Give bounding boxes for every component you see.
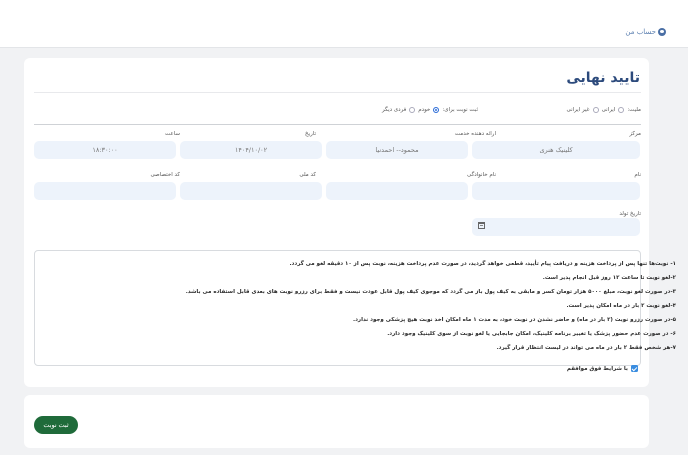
booking-for-group (382, 107, 478, 113)
booking-self-label[interactable]: خودم (418, 107, 431, 113)
account-menu[interactable] (625, 28, 666, 36)
title-divider (34, 92, 641, 93)
agreement-label[interactable]: با شرایط فوق موافقم (566, 365, 628, 372)
last-name-input[interactable] (326, 182, 468, 200)
section-divider (34, 124, 641, 125)
booking-other-label[interactable]: فردی دیگر (382, 107, 407, 113)
nationality-label: ملیت: (627, 107, 641, 113)
top-bar (0, 0, 688, 47)
header-divider (0, 47, 688, 48)
page-title: تایید نهایی (566, 70, 640, 86)
nationality-non-iranian-radio[interactable] (593, 107, 599, 113)
account-label: حساب من (625, 28, 656, 36)
time-label: ساعت (165, 131, 180, 137)
center-field[interactable]: کلینیک هنری (472, 141, 640, 159)
rule-item: ۳-در صورت لغو نوبت، مبلغ ۵۰۰۰ هزار تومان کسر و مابقی به کیف پول باز می گردد که موجوی کیف پول قابل عودت نیست و فقط برای رزرو نوبت های بعدی قابل استفاده می باشد. (185, 289, 676, 295)
birth-date-input[interactable] (472, 218, 640, 236)
rule-item: ۶- در صورت عدم حضور پزشک یا تغییر برنامه کلینیک، امکان جابجایی یا لغو نوبت از سوی کلینیک وجود دارد. (387, 331, 676, 337)
actions-card (24, 395, 649, 448)
first-name-input[interactable] (472, 182, 640, 200)
special-code-label: کد اختصاصی (150, 172, 180, 178)
last-name-label: نام خانوادگی (467, 172, 496, 178)
first-name-label: نام (634, 172, 641, 178)
time-field[interactable]: ۱۸:۳۰:۰۰ (34, 141, 176, 159)
rule-item: ۷-هر شخص فقط ۲ بار در ماه می تواند در لیست انتظار قرار گیرد. (496, 345, 676, 351)
submit-appointment-button[interactable]: ثبت نوبت (34, 416, 78, 434)
agreement-checkbox[interactable] (631, 365, 638, 372)
rule-item: ۴-لغو نوبت ۲ بار در ماه امکان پذیر است. (566, 303, 676, 309)
national-code-label: کد ملی (299, 172, 316, 178)
national-code-input[interactable] (180, 182, 322, 200)
special-code-input[interactable] (34, 182, 176, 200)
provider-field[interactable]: محمود-- احمدنیا (326, 141, 468, 159)
calendar-icon[interactable] (478, 222, 485, 229)
booking-other-radio[interactable] (409, 107, 415, 113)
rule-item: ۵-در صورت رزرو نوبت (۲ بار در ماه) و حاضر نشدن در نوبت خود، به مدت ۱ ماه امکان اخذ نوبت هیچ پزشکی وجود ندارد. (353, 317, 676, 323)
date-field[interactable]: ۱۴۰۴/۱۰/۰۲ (180, 141, 322, 159)
rule-item: ۲-لغو نوبت تا ساعت ۱۲ روز قبل انجام پذیر است. (542, 275, 676, 281)
provider-label: ارائه دهنده خدمت (454, 131, 496, 137)
center-label: مرکز (629, 131, 641, 137)
rule-item: ۱- نوبت‌ها تنها پس از پرداخت هزینه و دریافت پیام تأیید، قطعی خواهد گردید، در صورت عدم پرداخت هزینه، نوبت پس از ۱۰ دقیقه لغو می گردد. (289, 261, 676, 267)
nationality-iranian-radio[interactable] (618, 107, 624, 113)
booking-for-label: ثبت نوبت برای: (442, 107, 478, 113)
nationality-iranian-label[interactable]: ایرانی (601, 107, 616, 113)
user-circle-icon (658, 28, 666, 36)
nationality-non-iranian-label[interactable]: غیر ایرانی (566, 107, 590, 113)
agreement-row[interactable] (567, 365, 638, 372)
nationality-group (567, 107, 642, 113)
date-label: تاریخ (305, 131, 316, 137)
booking-self-radio[interactable] (433, 107, 439, 113)
birth-date-label: تاریخ تولد (619, 211, 641, 217)
